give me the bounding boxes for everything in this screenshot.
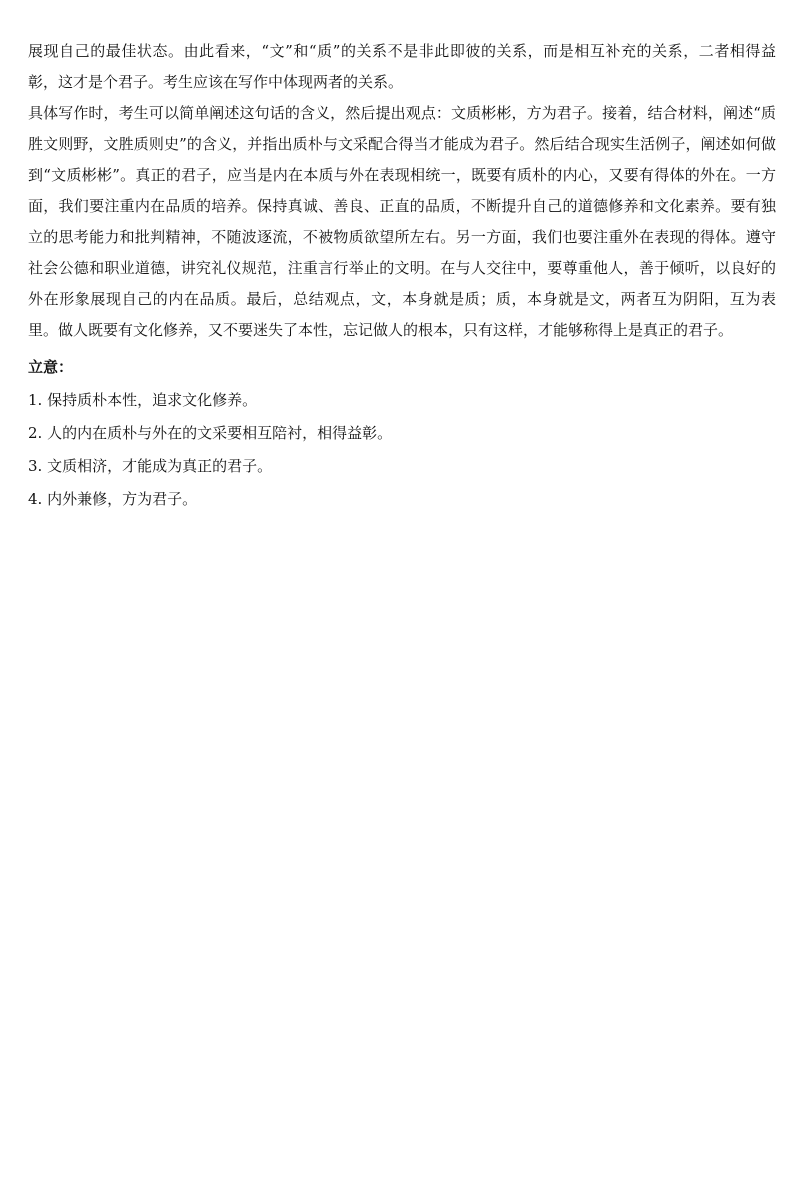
section-heading: 立意： bbox=[28, 358, 74, 376]
list-item: 2. 人的内在质朴与外在的文采要相互陪衬，相得益彰。 bbox=[28, 424, 393, 442]
list-item: 1. 保持质朴本性，追求文化修养。 bbox=[28, 391, 258, 409]
intro-paragraph: 展现自己的最佳状态。由此看来，“文”和“质”的关系不是非此即彼的关系，而是相互补充的关系，二者相得益彰，这才是个君子。考生应该在写作中体现两者的关系。 bbox=[28, 42, 776, 91]
writing-guidance-paragraph: 具体写作时，考生可以简单阐述这句话的含义，然后提出观点：文质彬彬，方为君子。接着，结合材料，阐述“质胜文则野，文胜质则史”的含义，并指出质朴与文采配合得当才能成为君子。然后结合现实生活例子，阐述如何做到“文质彬彬”。真正的君子，应当是内在本质与外在表现相统一，既要有质朴的内心，又要有得体的外在。一方面，我们要注重内在品质的培养。保持真诚、善良、正直的品质，不断提升自己的道德修养和文化素养。要有独立的思考能力和批判精神，不随波逐流，不被物质欲望所左右。另一方面，我们也要注重外在表现的得体。遵守社会公德和职业道德，讲究礼仪规范，注重言行举止的文明。在与人交往中，要尊重他人，善于倾听，以良好的外在形象展现自己的内在品质。最后，总结观点，文，本身就是质；质，本身就是文，两者互为阴阳，互为表里。做人既要有文化修养，又不要迷失了本性，忘记做人的根本，只有这样，才能够称得上是真正的君子。 bbox=[28, 104, 776, 339]
list-item: 4. 内外兼修，方为君子。 bbox=[28, 490, 198, 508]
theme-list bbox=[28, 385, 776, 515]
list-item: 3. 文质相济，才能成为真正的君子。 bbox=[28, 457, 273, 475]
document-page bbox=[28, 36, 776, 517]
